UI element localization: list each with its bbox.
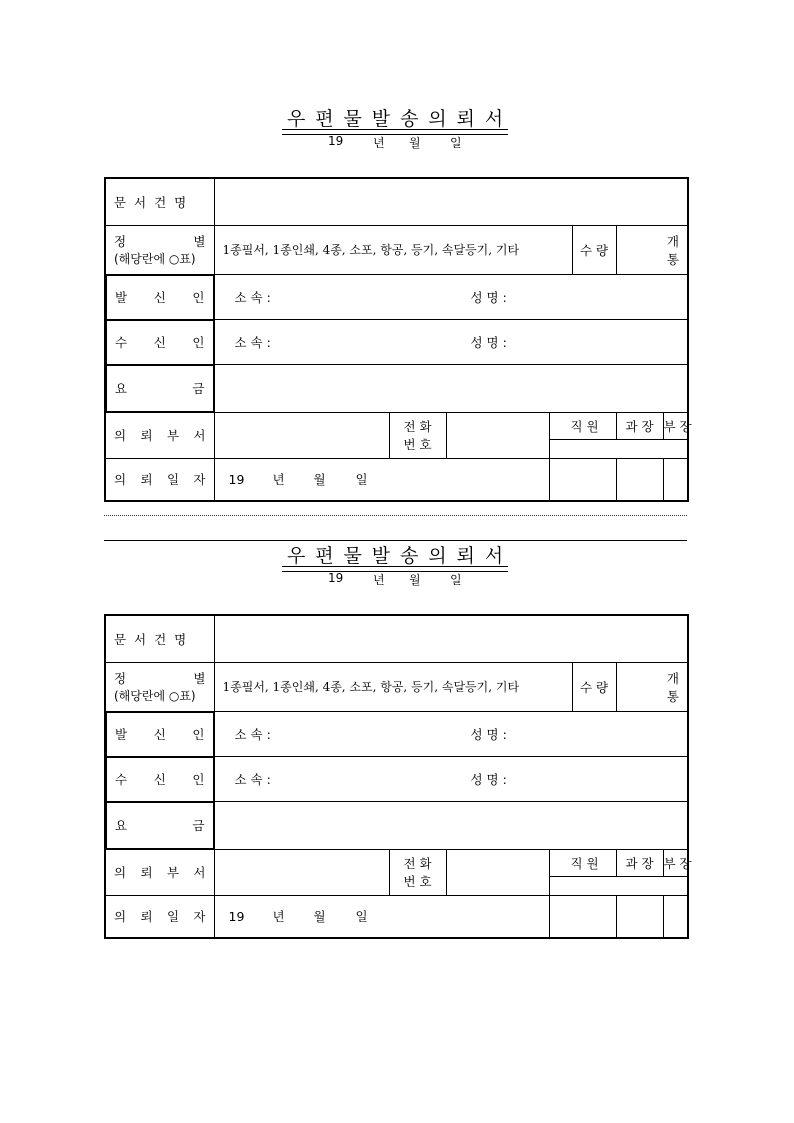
title-char: 물 [343,545,362,567]
req-date-field[interactable]: 19 년 월 일 [214,895,549,938]
recipient-label: 수 신 인 [106,757,214,802]
title-char: 뢰 [456,108,475,130]
req-dept-label: 의 뢰 부 서 [105,849,214,895]
req-date-field[interactable]: 19 년 월 일 [214,458,549,501]
title-double-underline [282,566,508,572]
sender-label: 발 신 인 [106,275,214,320]
sender-name: 성 명 : [470,726,507,742]
fee-field[interactable] [214,365,688,413]
qty-field[interactable]: 개 통 [616,662,688,711]
type-label: 정 별 (해당란에 ○표) [105,662,214,711]
title-char: 송 [399,545,419,567]
title-char: 물 [343,108,362,130]
title-char: 발 [371,108,391,130]
chief-label: 과 장 [616,412,663,439]
head-label: 부 장 [663,412,688,439]
staff-sign-box[interactable] [549,895,616,938]
title-char: 우 [286,545,306,567]
doc-name-field[interactable] [214,615,688,662]
phone-label: 전 화 번 호 [389,849,446,895]
sender-label: 발 신 인 [106,712,214,757]
sender-affiliation: 소 속 : [234,726,271,742]
qty-field[interactable]: 개 통 [616,225,688,274]
header-date-year-unit: 년 [373,136,385,150]
recipient-field[interactable] [214,757,688,802]
phone-field[interactable] [446,412,549,458]
head-sign-box[interactable] [663,458,688,501]
chief-label: 과 장 [616,849,663,876]
staff-label: 직 원 [549,849,616,876]
header-date-year-unit: 년 [373,573,385,587]
staff-sign-box[interactable] [549,458,616,501]
recipient-name: 성 명 : [470,772,507,787]
fee-label: 요 금 [106,802,214,849]
title-char: 의 [428,108,447,130]
title-char: 서 [484,108,504,130]
title-char: 우 [286,108,306,130]
staff-label: 직 원 [549,412,616,439]
title-char: 의 [428,545,447,567]
recipient-label: 수 신 인 [106,320,214,365]
req-dept-label: 의 뢰 부 서 [105,412,214,458]
head-sign-box[interactable] [663,895,688,938]
doc-name-label: 문 서 건 명 [105,178,214,225]
sender-field[interactable] [214,711,688,757]
title-char: 편 [315,545,334,567]
header-date-year: 19 [328,571,344,585]
header-date-day-unit: 일 [450,136,462,150]
sender-name: 성 명 : [470,289,507,305]
qty-label: 수 량 [572,662,616,711]
recipient-name: 성 명 : [470,335,507,350]
title-char: 편 [315,108,334,130]
title-char: 송 [399,108,419,130]
type-options[interactable]: 1종필서, 1종인쇄, 4종, 소포, 항공, 등기, 속달등기, 기타 [214,225,572,274]
sender-field[interactable] [214,274,688,320]
phone-label: 전 화 번 호 [389,412,446,458]
req-dept-field[interactable] [214,412,389,458]
doc-name-label: 문 서 건 명 [105,615,214,662]
title-double-underline [282,129,508,135]
form-title [282,541,508,567]
chief-sign-box[interactable] [616,458,663,501]
fee-label: 요 금 [106,365,214,412]
req-date-label: 의 뢰 일 자 [105,895,214,938]
qty-label: 수 량 [572,225,616,274]
req-dept-field[interactable] [214,849,389,895]
phone-field[interactable] [446,849,549,895]
header-date-day-unit: 일 [450,573,462,587]
doc-name-field[interactable] [214,178,688,225]
request-form-table [104,614,692,939]
recipient-field[interactable] [214,320,688,365]
form-title [282,104,508,130]
head-label: 부 장 [663,849,688,876]
header-date-year: 19 [328,134,344,148]
fee-field[interactable] [214,802,688,850]
header-date-month-unit: 월 [409,136,421,150]
title-char: 서 [484,545,504,567]
recipient-affiliation: 소 속 : [234,335,271,350]
header-date-month-unit: 월 [409,573,421,587]
request-form-table [104,177,692,502]
recipient-affiliation: 소 속 : [234,772,271,787]
type-label: 정 별 (해당란에 ○표) [105,225,214,274]
chief-sign-box[interactable] [616,895,663,938]
req-date-label: 의 뢰 일 자 [105,458,214,501]
sender-affiliation: 소 속 : [234,289,271,305]
title-char: 뢰 [456,545,475,567]
type-options[interactable]: 1종필서, 1종인쇄, 4종, 소포, 항공, 등기, 속달등기, 기타 [214,662,572,711]
title-char: 발 [371,545,391,567]
cut-line [104,515,687,516]
